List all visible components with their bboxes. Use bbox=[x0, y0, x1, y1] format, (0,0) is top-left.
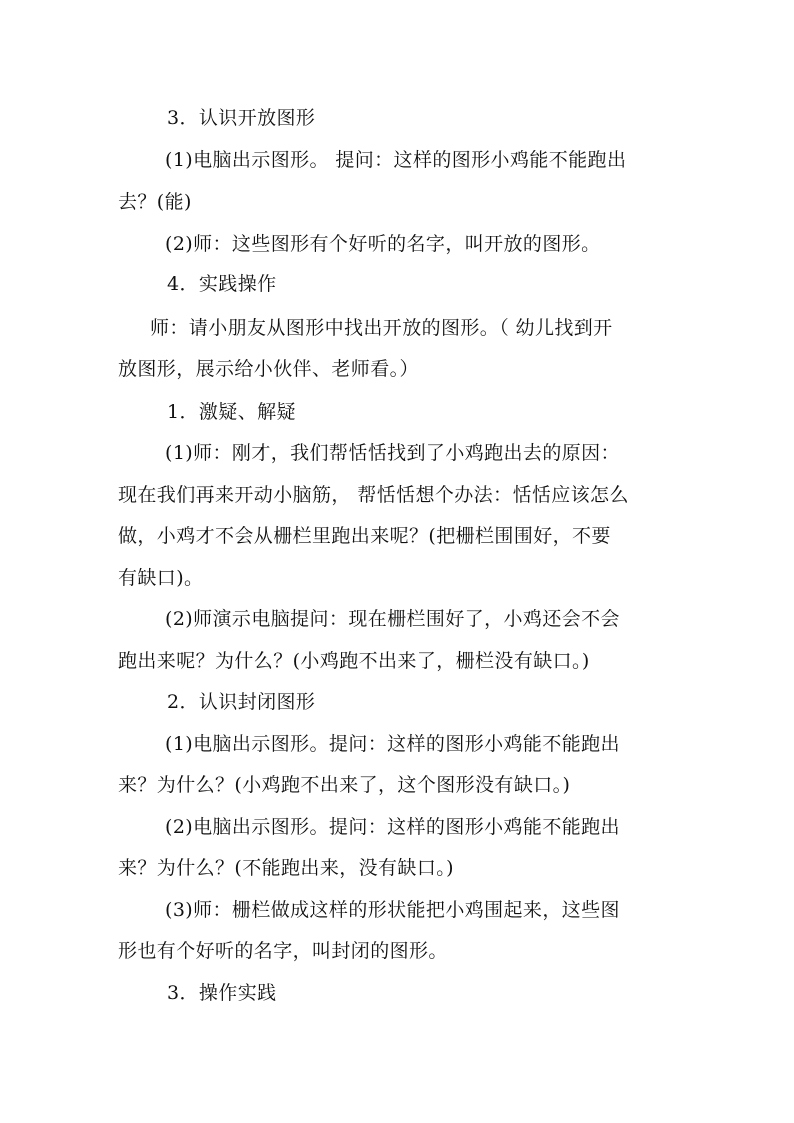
paragraph-line: (2)师演示电脑提问：现在栅栏围好了，小鸡还会不会 bbox=[165, 608, 620, 630]
paragraph-line: (1)电脑出示图形。 提问：这样的图形小鸡能不能跑出 bbox=[165, 149, 627, 171]
paragraph-line: 跑出来呢？为什么？(小鸡跑不出来了，栅栏没有缺口。) bbox=[118, 650, 590, 672]
paragraph-line: (3)师：栅栏做成这样的形状能把小鸡围起来，这些图 bbox=[165, 899, 620, 921]
section-heading: 4．实践操作 bbox=[167, 273, 277, 295]
section-heading: 3．操作实践 bbox=[167, 982, 277, 1004]
paragraph-line: 现在我们再来开动小脑筋， 帮恬恬想个办法：恬恬应该怎么 bbox=[118, 484, 629, 506]
paragraph-line: (1)师：刚才，我们帮恬恬找到了小鸡跑出去的原因： bbox=[165, 442, 620, 464]
section-heading: 2．认识封闭图形 bbox=[167, 691, 316, 713]
paragraph-line: (2)师：这些图形有个好听的名字，叫开放的图形。 bbox=[165, 233, 601, 255]
paragraph-line: (2)电脑出示图形。提问：这样的图形小鸡能不能跑出 bbox=[165, 816, 620, 838]
section-heading: 3．认识开放图形 bbox=[167, 107, 316, 129]
paragraph-line: 形也有个好听的名字，叫封闭的图形。 bbox=[118, 940, 448, 962]
paragraph-line: 来？为什么？(不能跑出来，没有缺口。) bbox=[118, 857, 454, 879]
paragraph-line: 来？为什么？(小鸡跑不出来了，这个图形没有缺口。) bbox=[118, 774, 571, 796]
section-heading: 1．激疑、解疑 bbox=[167, 401, 296, 423]
paragraph-line: 去？(能) bbox=[118, 191, 192, 213]
paragraph-line: 做，小鸡才不会从栅栏里跑出来呢？(把栅栏围围好，不要 bbox=[118, 525, 611, 547]
paragraph-line: 有缺口)。 bbox=[118, 567, 204, 589]
paragraph-line: 师：请小朋友从图形中找出开放的图形。（ 幼儿找到开 bbox=[150, 317, 613, 339]
paragraph-line: (1)电脑出示图形。提问：这样的图形小鸡能不能跑出 bbox=[165, 733, 620, 755]
paragraph-line: 放图形，展示给小伙伴、老师看。） bbox=[118, 358, 419, 380]
